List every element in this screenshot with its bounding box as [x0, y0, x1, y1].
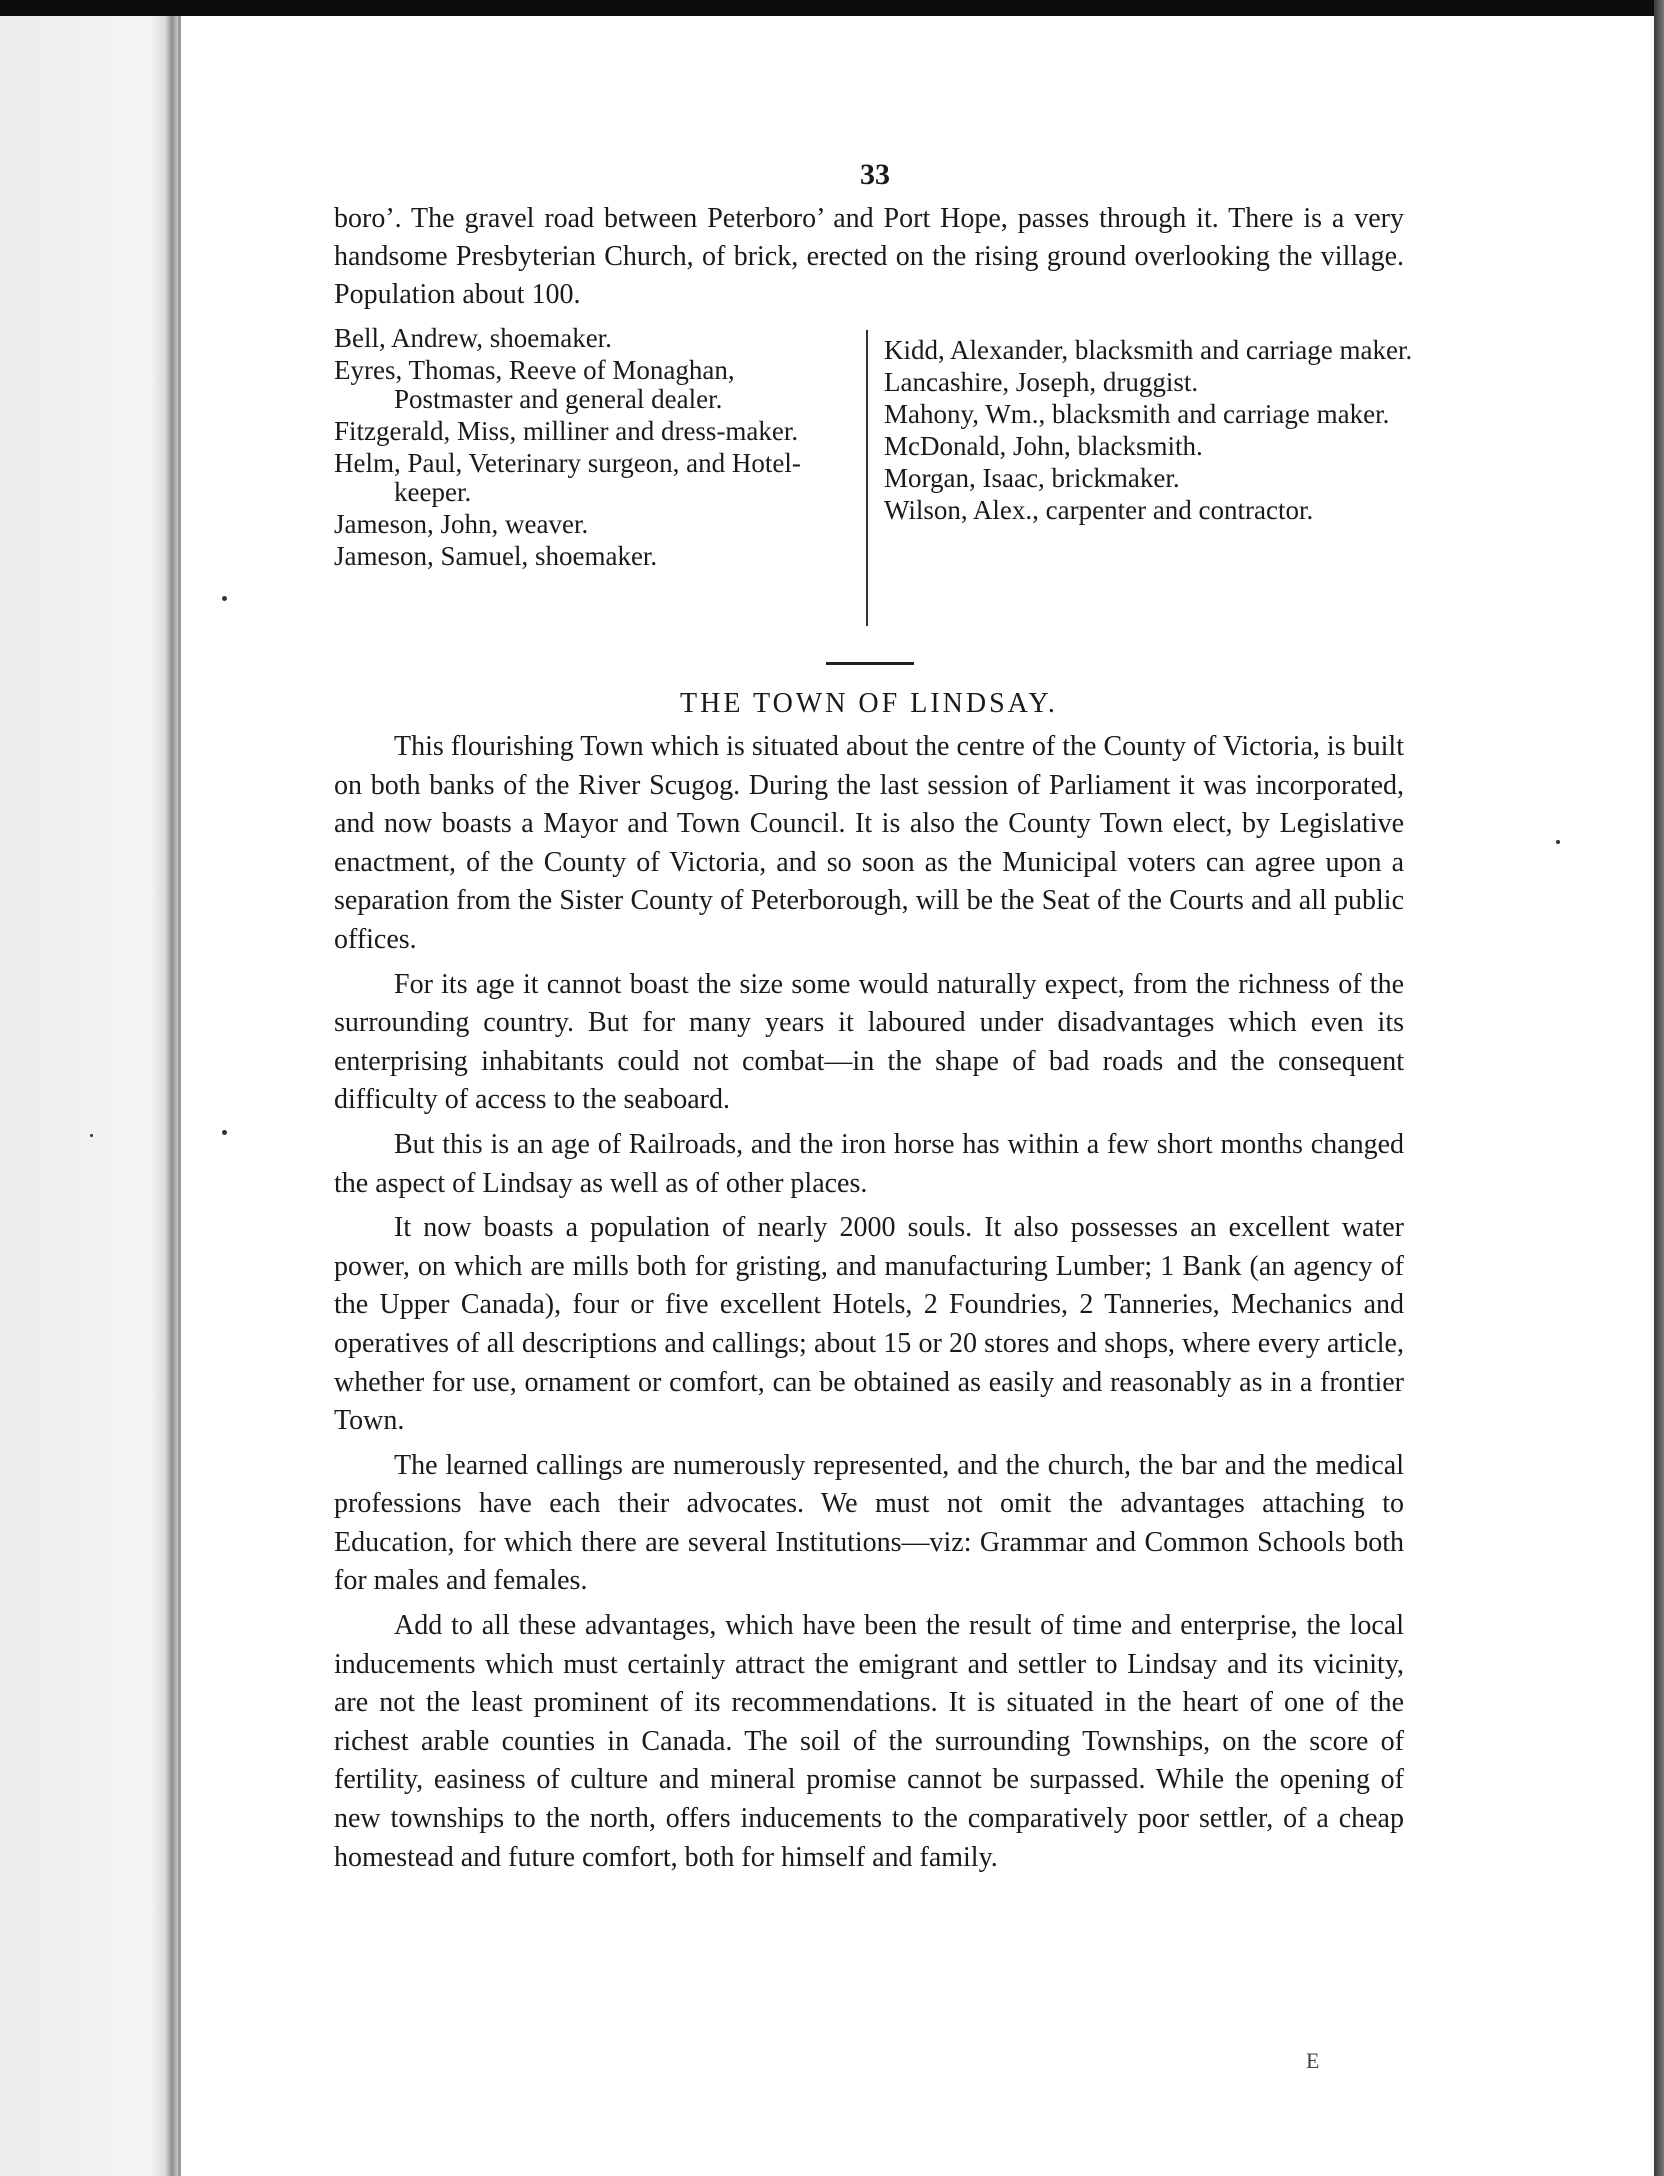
- directory-entry: Eyres, Thomas, Reeve of Monaghan, Postmaster and general dealer.: [334, 355, 735, 414]
- scan-top-border: [0, 0, 1664, 16]
- body-paragraph: The learned callings are numerously represented, and the church, the bar and the medical professions have each their advocates. We must not omit the advantages attaching to Education, for which there are several Institutions—viz: Grammar and Common Schools both for males and females.: [334, 1449, 1404, 1597]
- directory-entry: Wilson, Alex., carpenter and contractor.: [884, 495, 1314, 525]
- directory-entry: Helm, Paul, Veterinary surgeon, and Hotel-keeper.: [334, 448, 801, 507]
- signature-mark: E: [1306, 2048, 1320, 2073]
- intro-paragraph: boro’. The gravel road between Peterboro’ and Port Hope, passes through it. There is a very handsome Presbyterian Church, of brick, erected on the rising ground overlooking the village. Population about 100.: [334, 203, 1404, 310]
- directory-left-column: [334, 324, 854, 574]
- scan-speck: [90, 1134, 93, 1137]
- directory-entry: Lancashire, Joseph, druggist.: [884, 367, 1199, 397]
- body-paragraph: For its age it cannot boast the size some would naturally expect, from the richness of the surrounding country. But for many years it laboured under disadvantages which even its enterprising inhabitants could not combat—in the shape of bad roads and the consequent difficulty of access to the seaboard.: [334, 968, 1404, 1116]
- directory-entry: McDonald, John, blacksmith.: [884, 431, 1203, 461]
- directory-entry: Jameson, John, weaver.: [334, 509, 589, 539]
- directory-entry: Jameson, Samuel, shoemaker.: [334, 541, 658, 571]
- body-paragraph: But this is an age of Railroads, and the iron horse has within a few short months changed the aspect of Lindsay as well as of other places.: [334, 1128, 1404, 1199]
- directory-entry: Kidd, Alexander, blacksmith and carriage maker.: [884, 335, 1413, 365]
- section-body: [334, 728, 1404, 1883]
- section-divider-rule: [826, 662, 914, 665]
- page-left-edge: [178, 16, 181, 2176]
- body-paragraph: This flourishing Town which is situated about the centre of the County of Victoria, is built on both banks of the River Scugog. During the last session of Parliament it was incorporated, and now boasts a Mayor and Town Council. It is also the County Town elect, by Legislative enactment, of the County of Victoria, and so soon as the Municipal voters can agree upon a separation from the Sister County of Peterborough, will be the Seat of the Courts and all public offices.: [334, 731, 1404, 955]
- scan-left-margin: [0, 16, 180, 2176]
- column-divider: [866, 330, 868, 626]
- directory-entry: Bell, Andrew, shoemaker.: [334, 323, 612, 353]
- directory-entry: Morgan, Isaac, brickmaker.: [884, 463, 1180, 493]
- scan-speck: [222, 1130, 227, 1135]
- directory-entry: Fitzgerald, Miss, milliner and dress-maker.: [334, 416, 799, 446]
- page-number: 33: [860, 158, 890, 191]
- body-paragraph: Add to all these advantages, which have been the result of time and enterprise, the local inducements which must certainly attract the emigrant and settler to Lindsay and its vicinity, are not the least prominent of its recommendations. It is situated in the heart of one of the richest arable counties in Canada. The soil of the surrounding Townships, on the score of fertility, easiness of culture and mineral promise cannot be surpassed. While the opening of new townships to the north, offers inducements to the comparatively poor settler, of a cheap homestead and future comfort, both for himself and family.: [334, 1610, 1404, 1873]
- scan-speck: [222, 596, 227, 601]
- directory-right-column: [884, 336, 1414, 528]
- body-paragraph: It now boasts a population of nearly 2000 souls. It also possesses an excellent water power, on which are mills both for gristing, and manufacturing Lumber; 1 Bank (an agency of the Upper Canada), four or five excellent Hotels, 2 Foundries, 2 Tanneries, Mechanics and operatives of all descriptions and callings; about 15 or 20 stores and shops, where every article, whether for use, ornament or comfort, can be obtained as easily and reasonably as in a frontier Town.: [334, 1212, 1404, 1437]
- section-title: THE TOWN OF LINDSAY.: [680, 688, 1058, 719]
- scan-speck: [1556, 840, 1560, 844]
- scan-right-border: [1654, 0, 1664, 2176]
- directory-entry: Mahony, Wm., blacksmith and carriage maker.: [884, 399, 1390, 429]
